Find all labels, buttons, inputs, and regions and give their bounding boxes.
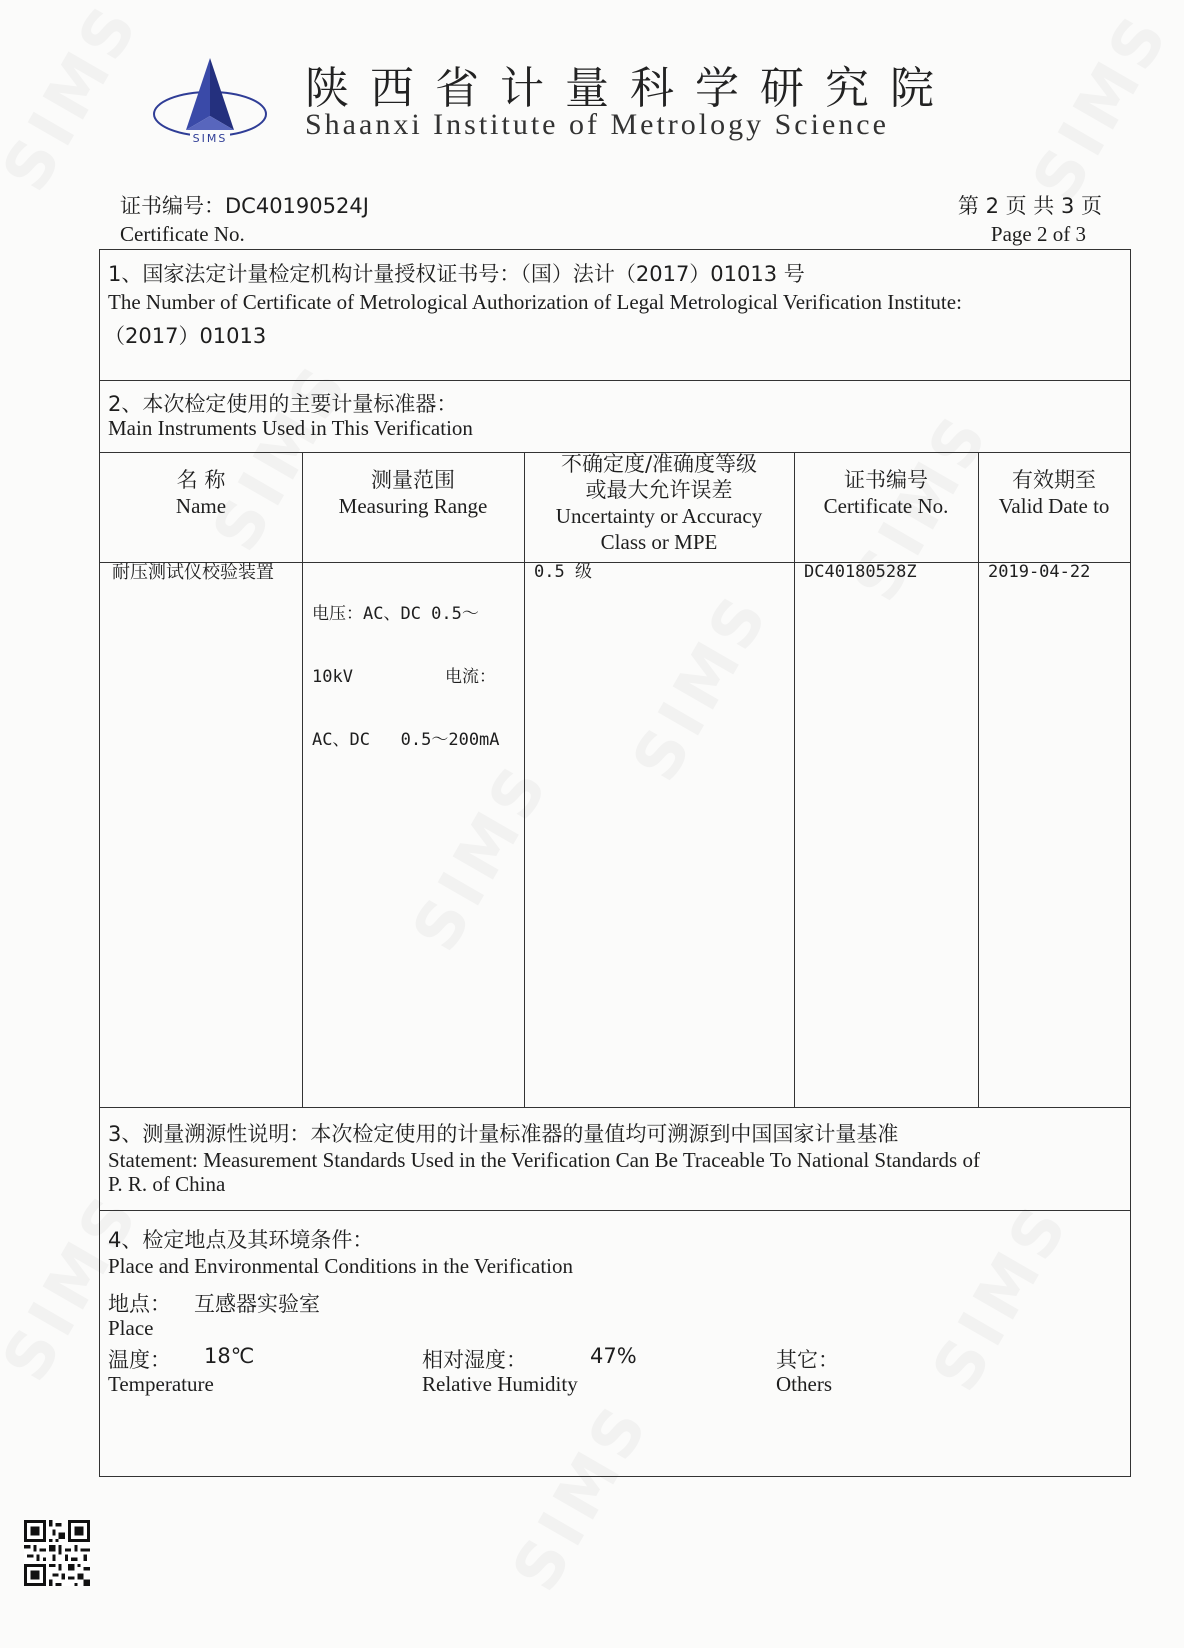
place-label-cn: 地点： (108, 1292, 171, 1316)
section1-title-cn: 1、国家法定计量检定机构计量授权证书号：（国）法计（2017）01013 号 (108, 262, 805, 286)
others-label-cn: 其它： (776, 1348, 839, 1372)
section3-title-cn: 3、测量溯源性说明：本次检定使用的计量标准器的量值均可溯源到中国国家计量基准 (108, 1122, 899, 1146)
page-indicator-en: Page 2 of 3 (990, 222, 1086, 246)
column-divider (302, 452, 303, 1107)
section1-title-en: The Number of Certificate of Metrological Authorization of Legal Metrological Verification Institute: (108, 290, 962, 314)
temperature-value: 18℃ (204, 1344, 255, 1368)
divider (100, 1107, 1130, 1108)
section3-title-en: Statement: Measurement Standards Used in the Verification Can Be Traceable To National Standards of (108, 1148, 980, 1172)
column-divider (794, 452, 795, 1107)
qr-code-icon (24, 1520, 90, 1586)
column-header-range: 测量范围 Measuring Range (338, 467, 488, 518)
instrument-cert-no: DC40180528Z (804, 562, 917, 582)
section3-title-en-line2: P. R. of China (108, 1172, 226, 1196)
watermark (1019, 0, 1184, 213)
section1-number: （2017）01013 (104, 324, 267, 348)
certificate-number (120, 190, 369, 220)
place-label-en: Place (108, 1316, 154, 1340)
others-label-en: Others (776, 1372, 832, 1396)
section2-title-en: Main Instruments Used in This Verification (108, 416, 473, 440)
column-header-name: 名 称 Name (175, 467, 227, 518)
certificate-value: DC40190524J (225, 194, 369, 218)
humidity-label-en: Relative Humidity (422, 1372, 578, 1396)
section4-title-en: Place and Environmental Conditions in the Verification (108, 1254, 574, 1278)
section2-title-cn: 2、本次检定使用的主要计量标准器： (108, 392, 458, 416)
column-header-valid-date: 有效期至 Valid Date to (998, 467, 1110, 518)
instrument-accuracy: 0.5 级 (534, 562, 592, 582)
temperature-label-cn: 温度： (108, 1348, 171, 1372)
watermark (0, 0, 155, 204)
instrument-name: 耐压测试仪校验装置 (112, 562, 274, 583)
column-header-cert-no: 证书编号 Certificate No. (823, 467, 949, 518)
divider (100, 380, 1130, 381)
humidity-value: 47% (590, 1344, 637, 1368)
temperature-label-en: Temperature (108, 1372, 214, 1396)
divider (100, 1210, 1130, 1211)
svg-text:SIMS: SIMS (192, 132, 228, 145)
humidity-label-cn: 相对湿度： (422, 1348, 527, 1372)
certificate-label-en: Certificate No. (120, 222, 245, 246)
certificate-label-cn: 证书编号： (120, 194, 225, 218)
certificate-table (99, 249, 1131, 1477)
instrument-range: 电压：AC、DC 0.5～ 10kV 电流： AC、DC 0.5～200mA (312, 604, 500, 750)
instrument-valid-date: 2019-04-22 (988, 562, 1091, 582)
place-value: 互感器实验室 (194, 1292, 320, 1316)
column-divider (524, 452, 525, 1107)
column-header-uncertainty: 不确定度/准确度等级 或最大允许误差 Uncertainty or Accuracy Class or MPE (555, 451, 763, 554)
org-name-en: Shaanxi Institute of Metrology Science (305, 108, 889, 141)
column-divider (978, 452, 979, 1107)
org-name-cn: 陕西省计量科学研究院 (305, 63, 955, 114)
section4-title-cn: 4、检定地点及其环境条件： (108, 1228, 374, 1252)
sims-logo (150, 52, 270, 152)
page-indicator-cn: 第 2 页 共 3 页 (957, 194, 1102, 218)
